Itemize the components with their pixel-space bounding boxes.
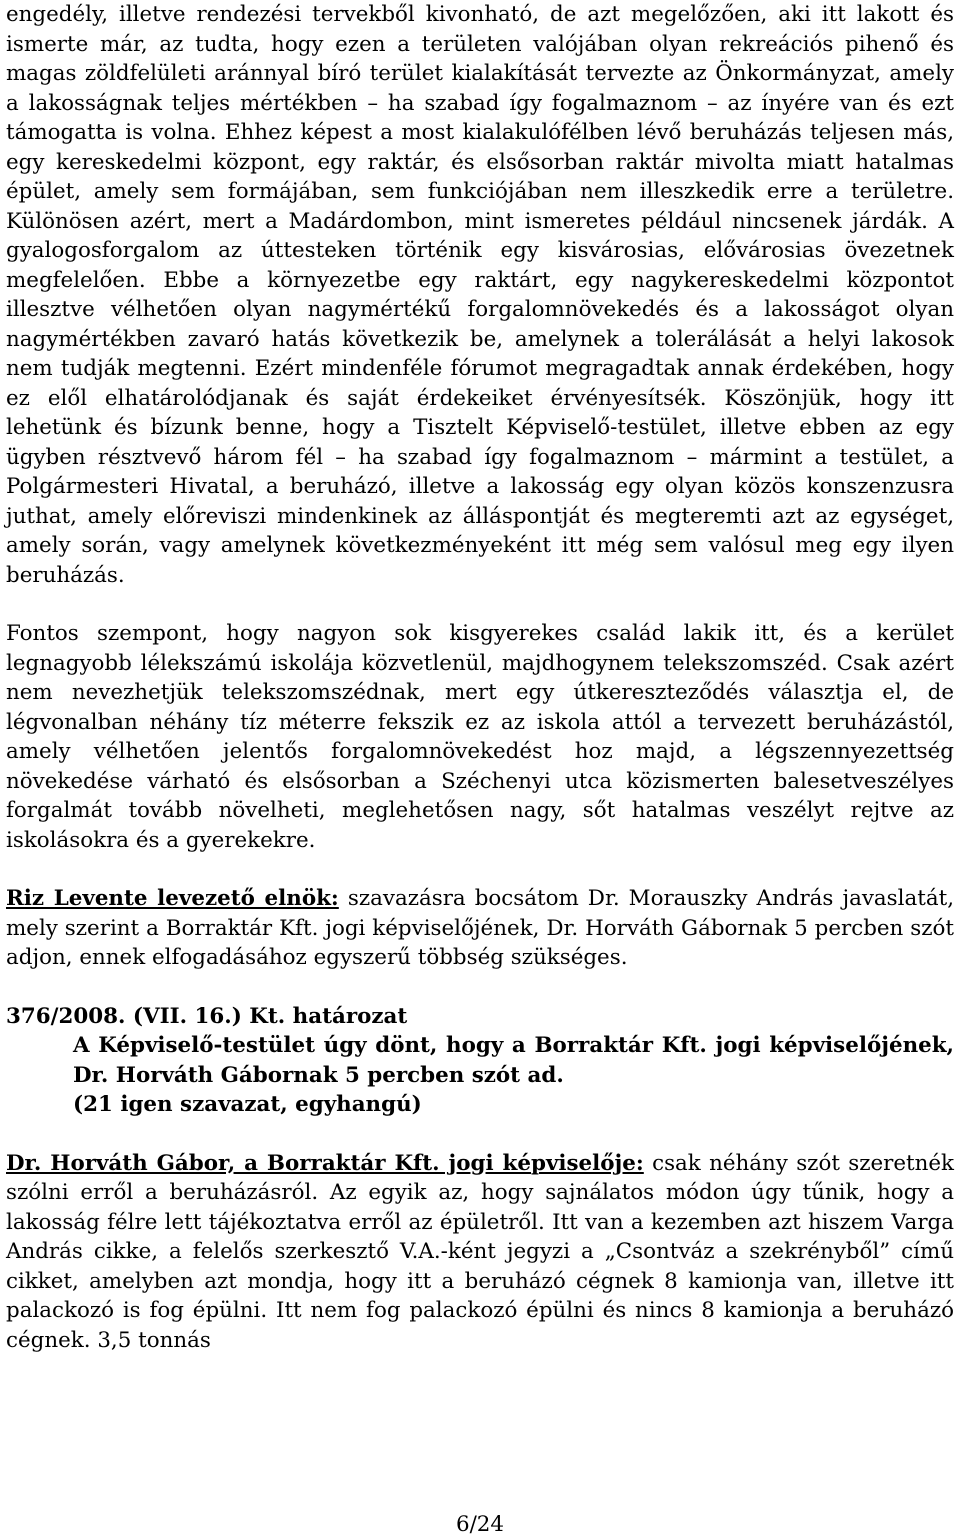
resolution-vote: (21 igen szavazat, egyhangú) <box>73 1092 422 1117</box>
speaker-name: Dr. Horváth Gábor, a Borraktár Kft. jogi képviselője: <box>6 1150 644 1176</box>
page-number: 6/24 <box>455 1512 505 1537</box>
body-paragraph: engedély, illetve rendezési tervekből kivonható, de azt megelőzően, aki itt lakott és ismerte már, az tudta, hogy ezen a területen valójában olyan rekreációs pihenő és magas zöldfelületi aránnyal bíró terület kialakítását tervezte az Önkormányzat, amely a lakosságnak teljes mértékben – ha szabad így fogalmaznom – az ínyére van és ezt támogatta is volna. Ehhez képest a most kialakulófélben lévő beruházás teljesen más, egy kereskedelmi központ, egy raktár, és elsősorban raktár mivolta miatt hatalmas épület, amely sem formájában, sem funkciójában nem illeszkedik erre a területre. Különösen azért, mert a Madárdombon, mint ismeretes például nincsenek járdák. A gyalogosforgalom az úttesteken történik egy kisvárosias, elővárosias övezetnek megfelelően. Ebbe a környezetbe egy raktárt, egy nagykereskedelmi központot illesztve vélhetően olyan nagymértékű forgalomnövekedés és a lakosságot olyan nagymértékben zavaró hatás következik be, amelynek a tolerálását a helyi lakosok nem tudják megtenni. Ezért mindenféle fórumot megragadtak annak érdekében, hogy ez elől elhatárolódjanak és saját érdekeiket érvényesítsék. Köszönjük, hogy itt lehetünk és bízunk benne, hogy a Tisztelt Képviselő-testület, illetve ebben az egy ügyben résztvevő három fél – ha szabad így fogalmaznom – mármint a testület, a Polgármesteri Hivatal, a beruházó, illetve a lakosság egy olyan közös konszenzusra juthat, amely előreviszi mindenkinek az álláspontját és megteremti azt az egységet, amely során, vagy amelynek következményeként itt még sem valósul meg egy ilyen beruházás. <box>6 2 954 588</box>
speech-paragraph <box>6 1149 954 1356</box>
resolution-number: 376/2008. (VII. 16.) Kt. határozat <box>6 1003 408 1029</box>
body-paragraph: Fontos szempont, hogy nagyon sok kisgyerekes család lakik itt, és a kerület legnagyobb lélekszámú iskolája közvetlenül, majdhogynem telekszomszéd. Csak azért nem nevezhetjük telekszomszédnak, mert egy útkereszteződés választja el, de légvonalban néhány tíz méterre fekszik ez az iskola attól a tervezett beruházástól, amely vélhetően jelentős forgalomnövekedést hoz majd, a légszennyezettség növekedése várható és elsősorban a Széchenyi utca közismerten balesetveszélyes forgalmát tovább növelheti, meglehetősen nagy, sőt hatalmas veszélyt rejtve az iskolásokra és a gyerekekre. <box>6 621 954 853</box>
speech-text: csak néhány szót szeretnék szólni erről a beruházásról. Az egyik az, hogy sajnálatos módon úgy tűnik, hogy a lakosság félre lett tájékoztatva erről az épületről. Itt van a kezemben azt hiszem Varga András cikke, a felelős szerkesztő V.A.-ként jegyzi a „Csontváz a szekrényből” című cikket, amelyben azt mondja, hogy itt a beruházó cégnek 8 kamionja van, illetve itt palackozó is fog épülni. Itt nem fog palackozó épülni és nincs 8 kamionja a beruházó cégnek. 3,5 tonnás <box>6 1150 954 1353</box>
speaker-name: Riz Levente levezető elnök: <box>6 886 339 911</box>
speech-paragraph <box>6 884 954 973</box>
speech-text: szavazásra bocsátom Dr. Morauszky András javaslatát, mely szerint a Borraktár Kft. jogi képviselőjének, Dr. Horváth Gábornak 5 percben szót adjon, ennek elfogadásához egyszerű többség szükséges. <box>6 886 954 970</box>
document-body <box>6 0 954 1355</box>
resolution-text: A Képviselő-testület úgy dönt, hogy a Borraktár Kft. jogi képviselőjének, Dr. Horváth Gábornak 5 percben szót ad. <box>73 1033 954 1088</box>
